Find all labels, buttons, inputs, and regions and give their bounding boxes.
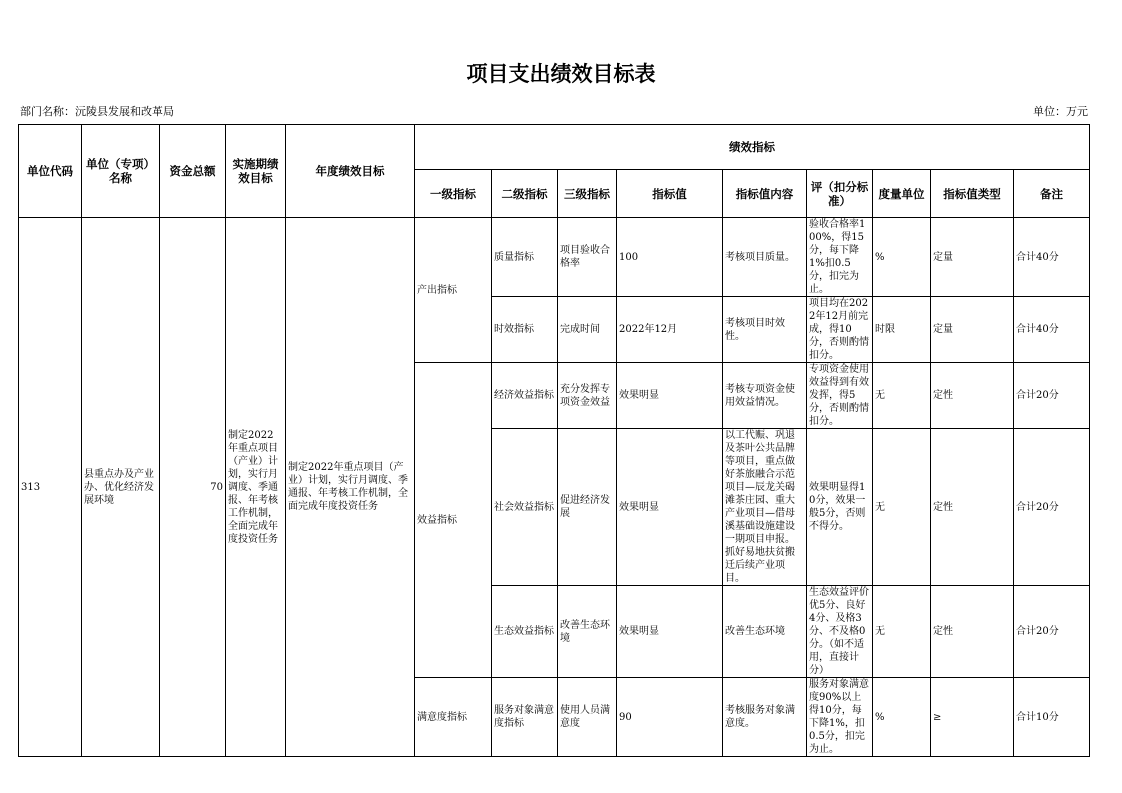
level2-cell: 服务对象满意度指标: [492, 678, 558, 757]
measure-cell: %: [873, 678, 931, 757]
value-cell: 100: [617, 218, 723, 297]
level3-cell: 促进经济发展: [558, 429, 617, 586]
value-cell: 效果明显: [617, 586, 723, 678]
remark-cell: 合计20分: [1014, 429, 1090, 586]
group-benefit-cell: 效益指标: [415, 363, 492, 678]
content-cell: 考核项目时效性。: [723, 297, 807, 363]
header-unit-of-measure: 度量单位: [873, 170, 931, 218]
remark-cell: 合计40分: [1014, 297, 1090, 363]
value-cell: 效果明显: [617, 363, 723, 429]
level3-cell: 使用人员满意度: [558, 678, 617, 757]
value-cell: 2022年12月: [617, 297, 723, 363]
level3-cell: 项目验收合格率: [558, 218, 617, 297]
performance-table: [18, 124, 1090, 757]
type-cell: 定性: [931, 429, 1014, 586]
scoring-cell: 服务对象满意度90%以上得10分，每下降1%，扣0.5分，扣完为止。: [807, 678, 873, 757]
header-performance-indicators: 绩效指标: [415, 125, 1090, 170]
header-row-1: [19, 125, 1090, 170]
department-name: 部门名称：沅陵县发展和改革局: [20, 105, 174, 118]
level3-cell: 改善生态环境: [558, 586, 617, 678]
content-cell: 改善生态环境: [723, 586, 807, 678]
level3-cell: 完成时间: [558, 297, 617, 363]
header-total-funds: 资金总额: [160, 125, 226, 218]
header-remarks: 备注: [1014, 170, 1090, 218]
annual-target-cell: 制定2022年重点项目（产业）计划，实行月调度、季通报、年考核工作机制，全面完成年度投资任务: [286, 218, 415, 757]
header-indicator-value: 指标值: [617, 170, 723, 218]
measure-cell: 无: [873, 586, 931, 678]
level3-cell: 充分发挥专项资金效益: [558, 363, 617, 429]
type-cell: ≥: [931, 678, 1014, 757]
unit-name-cell: 县重点办及产业办、优化经济发展环境: [82, 218, 160, 757]
header-value-type: 指标值类型: [931, 170, 1014, 218]
header-unit-name: 单位（专项）名称: [82, 125, 160, 218]
total-funds-cell: 70: [160, 218, 226, 757]
measure-cell: %: [873, 218, 931, 297]
scoring-cell: 项目均在2022年12月前完成，得10分，否则酌情扣分。: [807, 297, 873, 363]
header-scoring: 评（扣分标准）: [807, 170, 873, 218]
level2-cell: 生态效益指标: [492, 586, 558, 678]
level2-cell: 时效指标: [492, 297, 558, 363]
period-target-cell: 制定2022年重点项目（产业）计划，实行月调度、季通报、年考核工作机制，全面完成年度投资任务: [226, 218, 286, 757]
remark-cell: 合计40分: [1014, 218, 1090, 297]
level2-cell: 经济效益指标: [492, 363, 558, 429]
header-unit-code: 单位代码: [19, 125, 82, 218]
unit-code-cell: 313: [19, 218, 82, 757]
type-cell: 定性: [931, 363, 1014, 429]
header-level1: 一级指标: [415, 170, 492, 218]
level2-cell: 社会效益指标: [492, 429, 558, 586]
content-cell: 考核专项资金使用效益情况。: [723, 363, 807, 429]
scoring-cell: 生态效益评价优5分、良好4分、及格3分、不及格0分。（如不适用，直接计分）: [807, 586, 873, 678]
table-row: [19, 218, 1090, 297]
type-cell: 定量: [931, 297, 1014, 363]
scoring-cell: 专项资金使用效益得到有效发挥，得5分，否则酌情扣分。: [807, 363, 873, 429]
group-satisfaction-cell: 满意度指标: [415, 678, 492, 757]
scoring-cell: 效果明显得10分，效果一般5分，否则不得分。: [807, 429, 873, 586]
group-output-cell: 产出指标: [415, 218, 492, 363]
header-annual-target: 年度绩效目标: [286, 125, 415, 218]
page-title: 项目支出绩效目标表: [466, 62, 656, 86]
header-indicator-content: 指标值内容: [723, 170, 807, 218]
header-level2: 二级指标: [492, 170, 558, 218]
measure-cell: 无: [873, 429, 931, 586]
measure-cell: 无: [873, 363, 931, 429]
content-cell: 考核项目质量。: [723, 218, 807, 297]
remark-cell: 合计20分: [1014, 363, 1090, 429]
type-cell: 定性: [931, 586, 1014, 678]
scoring-cell: 验收合格率100%，得15分，每下降1%扣0.5分，扣完为止。: [807, 218, 873, 297]
currency-unit: 单位：万元: [1033, 105, 1088, 118]
header-period-target: 实施期绩效目标: [226, 125, 286, 218]
header-level3: 三级指标: [558, 170, 617, 218]
measure-cell: 时限: [873, 297, 931, 363]
level2-cell: 质量指标: [492, 218, 558, 297]
content-cell: 考核服务对象满意度。: [723, 678, 807, 757]
remark-cell: 合计20分: [1014, 586, 1090, 678]
value-cell: 效果明显: [617, 429, 723, 586]
value-cell: 90: [617, 678, 723, 757]
content-cell: 以工代赈、巩退及茶叶公共品牌等项目，重点做好茶旅融合示范项目—辰龙关碣滩茶庄园、重大产业项目—借母溪基础设施建设一期项目申报。抓好易地扶贫搬迁后续产业项目。: [723, 429, 807, 586]
remark-cell: 合计10分: [1014, 678, 1090, 757]
type-cell: 定量: [931, 218, 1014, 297]
